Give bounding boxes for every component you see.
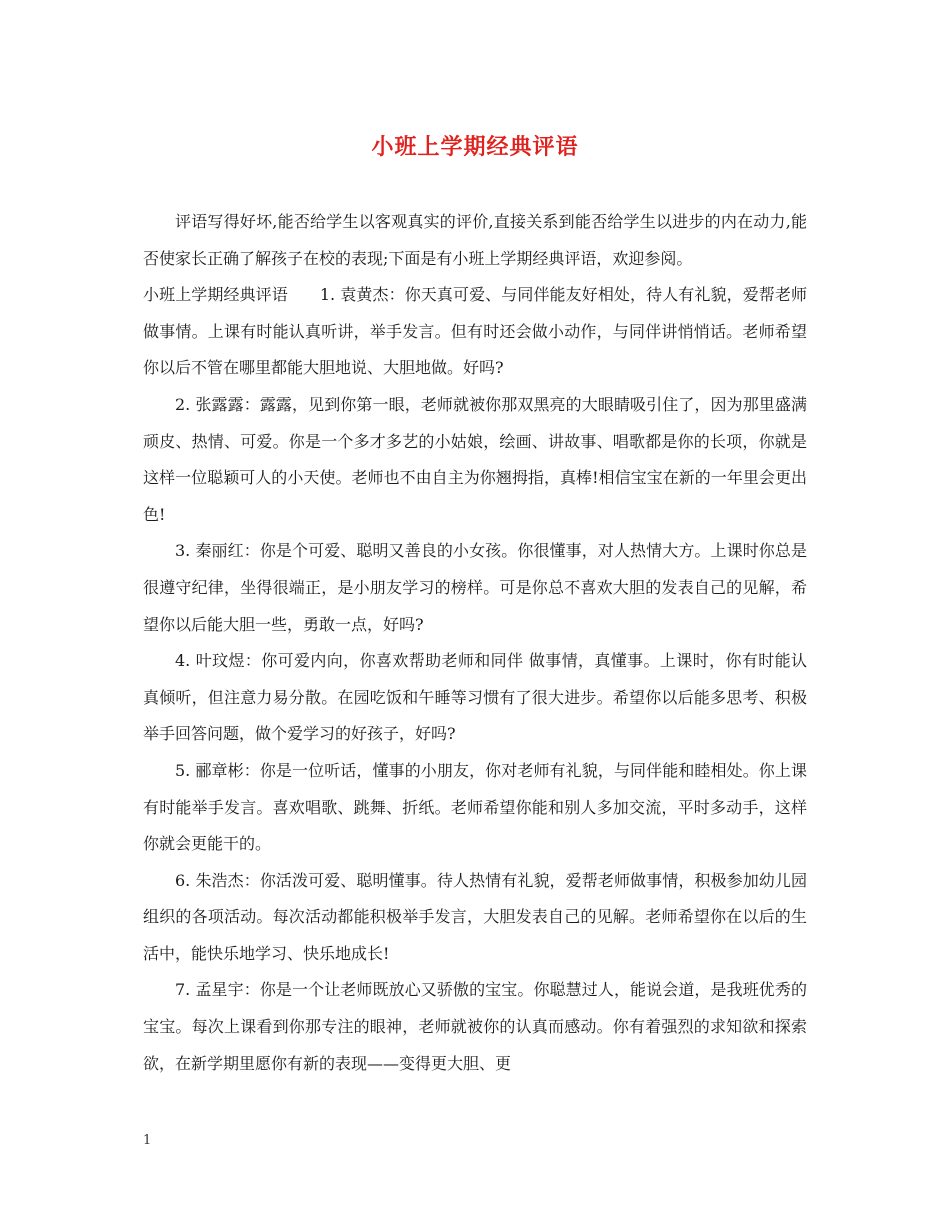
document-title: 小班上学期经典评语 — [371, 134, 579, 160]
entry-paragraph-1 — [143, 277, 807, 387]
document-body — [143, 204, 807, 1082]
entry-paragraph-6: 6. 朱浩杰：你活泼可爱、聪明懂事。待人热情有礼貌，爱帮老师做事情，积极参加幼儿园组织的各项活动。每次活动都能积极举手发言，大胆发表自己的见解。老师希望你在以后的生活中，能快乐地学习、快乐地成长! — [143, 870, 807, 963]
entry-paragraph-2: 2. 张露露：露露，见到你第一眼，老师就被你那双黑亮的大眼睛吸引住了，因为那里盛满顽皮、热情、可爱。你是一个多才多艺的小姑娘，绘画、讲故事、唱歌都是你的长项，你就是这样一位聪颖可人的小天使。老师也不由自主为你翘拇指，真棒!相信宝宝在新的一年里会更出色! — [143, 394, 807, 524]
section-heading: 小班上学期经典评语 — [143, 285, 288, 305]
intro-paragraph: 评语写得好坏,能否给学生以客观真实的评价,直接关系到能否给学生以进步的内在动力,能否使家长正确了解孩子在校的表现;下面是有小班上学期经典评语，欢迎参阅。 — [143, 212, 807, 268]
entry-paragraph-3: 3. 秦丽红：你是个可爱、聪明又善良的小女孩。你很懂事，对人热情大方。上课时你总是很遵守纪律，坐得很端正，是小朋友学习的榜样。可是你总不喜欢大胆的发表自己的见解，希望你以后能大胆一些，勇敢一点，好吗? — [143, 541, 807, 634]
page-number: 1 — [143, 1133, 152, 1148]
entry-paragraph-7: 7. 孟星宇：你是一个让老师既放心又骄傲的宝宝。你聪慧过人，能说会道，是我班优秀的宝宝。每次上课看到你那专注的眼神，老师就被你的认真而感动。你有着强烈的求知欲和探索欲，在新学期里愿你有新的表现——变得更大胆、更 — [143, 980, 807, 1073]
entry-text-1: 1. 袁黄杰：你天真可爱、与同伴能友好相处，待人有礼貌，爱帮老师做事情。上课有时能认真听讲，举手发言。但有时还会做小动作，与同伴讲悄悄话。老师希望你以后不管在哪里都能大胆地说、大胆地做。好吗? — [143, 285, 807, 378]
entry-paragraph-5: 5. 郦章彬：你是一位听话，懂事的小朋友，你对老师有礼貌，与同伴能和睦相处。你上课有时能举手发言。喜欢唱歌、跳舞、折纸。老师希望你能和别人多加交流，平时多动手，这样你就会更能干的。 — [143, 760, 807, 854]
entry-paragraph-4: 4. 叶玟煜：你可爱内向，你喜欢帮助老师和同伴 做事情，真懂事。上课时，你有时能认真倾听，但注意力易分散。在园吃饭和午睡等习惯有了很大进步。希望你以后能多思考、积极举手回答问题，做个爱学习的好孩子，好吗? — [143, 651, 807, 744]
